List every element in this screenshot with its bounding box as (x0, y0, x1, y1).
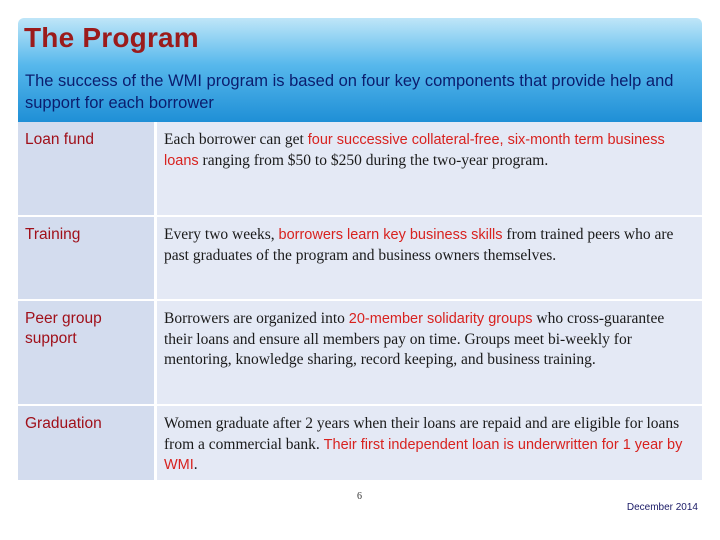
description-highlight: Their first independent loan is underwritten for 1 year by WMI (164, 436, 683, 473)
table-row (18, 216, 702, 300)
description-text: Every two weeks, (164, 226, 279, 243)
component-label-cell (18, 300, 156, 405)
component-description (157, 217, 702, 266)
component-description-cell (156, 300, 703, 405)
description-text: who cross-guarantee their loans and ensure all members pay on time. Groups meet bi-weekly for mentoring, knowledge sharing, record keeping, and business training. (164, 310, 665, 368)
component-label: Peer group support (25, 310, 102, 347)
description-text: Women graduate after 2 years when their loans are repaid and are eligible for loans from a commercial bank. (164, 415, 680, 453)
component-label-cell (18, 216, 156, 300)
description-text: ranging from $50 to $250 during the two-year program. (198, 151, 549, 169)
slide-header (18, 18, 702, 122)
table-row (18, 405, 702, 481)
components-table (18, 122, 702, 482)
description-highlight: 20-member solidarity groups (348, 311, 533, 327)
description-text: from trained peers who are past graduates of the program and business owners themselves. (164, 226, 674, 264)
component-label-cell (18, 122, 156, 216)
table-row (18, 300, 702, 405)
component-description (157, 406, 702, 476)
description-text: Borrowers are organized into (164, 310, 349, 327)
component-description (157, 122, 702, 171)
slide-subtitle: The success of the WMI program is based on four key components that provide help and support for each borrower (25, 72, 674, 112)
component-label: Graduation (25, 415, 102, 432)
slide-date: December 2014 (626, 502, 698, 513)
description-highlight: borrowers learn key business skills (278, 227, 503, 243)
description-text: Each borrower can get (164, 131, 308, 148)
component-description (157, 301, 702, 371)
component-description-cell (156, 122, 703, 216)
slide-title: The Program (24, 22, 199, 53)
page-number: 6 (357, 491, 362, 502)
component-description-cell (156, 405, 703, 481)
description-text: . (193, 456, 198, 473)
component-label-cell (18, 405, 156, 481)
component-description-cell (156, 216, 703, 300)
description-highlight: four successive collateral-free, six-month term business loans (164, 132, 665, 169)
component-label: Training (25, 226, 81, 243)
component-label: Loan fund (25, 131, 94, 148)
table-row (18, 122, 702, 216)
